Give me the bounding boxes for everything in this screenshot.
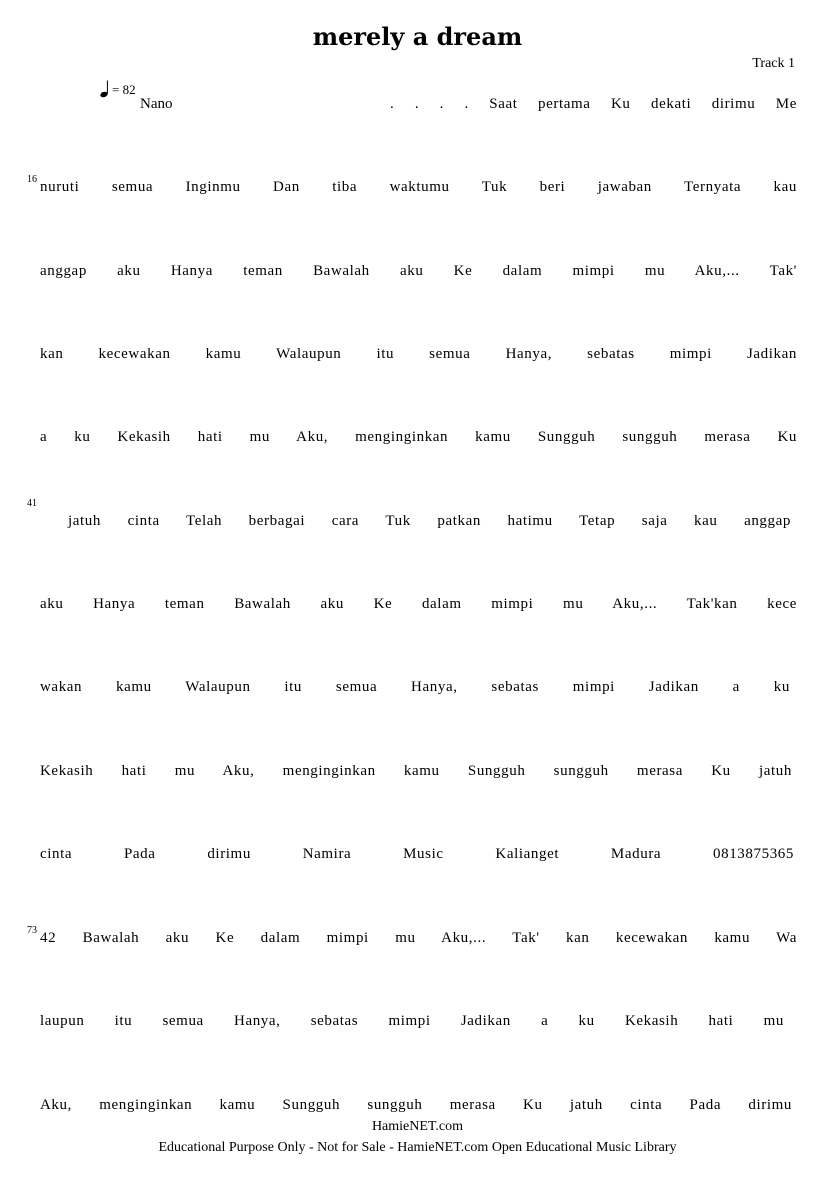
instrument-name: Nano <box>140 96 173 112</box>
measure-number: 41 <box>27 498 37 509</box>
tempo-marking <box>100 80 136 98</box>
lyric-line: laupun itu semua Hanya, sebatas mimpi Jadikan a ku Kekasih hati mu <box>40 1013 784 1029</box>
tempo-value: = 82 <box>112 82 136 97</box>
lyric-line: Aku, menginginkan kamu Sungguh sungguh merasa Ku jatuh cinta Pada dirimu <box>40 1097 792 1113</box>
lyric-line: aku Hanya teman Bawalah aku Ke dalam mimpi mu Aku,... Tak'kan kece <box>40 596 797 612</box>
lyric-line: anggap aku Hanya teman Bawalah aku Ke dalam mimpi mu Aku,... Tak' <box>40 263 797 279</box>
page-title: merely a dream <box>312 22 523 51</box>
lyric-line: kan kecewakan kamu Walaupun itu semua Hanya, sebatas mimpi Jadikan <box>40 346 797 362</box>
measure-number: 16 <box>27 174 37 185</box>
footer-notice: Educational Purpose Only - Not for Sale - HamieNET.com Open Educational Music Library <box>158 1140 677 1155</box>
lyric-line: cinta Pada dirimu Namira Music Kalianget Madura 0813875365 <box>40 846 794 862</box>
measure-number: 73 <box>27 925 37 936</box>
lyric-line: a ku Kekasih hati mu Aku, menginginkan kamu Sungguh sungguh merasa Ku <box>40 429 797 445</box>
footer-site: HamieNET.com <box>371 1119 464 1134</box>
track-label: Track 1 <box>752 56 795 71</box>
lyric-line: wakan kamu Walaupun itu semua Hanya, sebatas mimpi Jadikan a ku <box>40 679 790 695</box>
lyric-line: nuruti semua Inginmu Dan tiba waktumu Tuk beri jawaban Ternyata kau <box>40 179 797 195</box>
lyric-line: jatuh cinta Telah berbagai cara Tuk patkan hatimu Tetap saja kau anggap <box>68 513 791 529</box>
lyric-line: Kekasih hati mu Aku, menginginkan kamu Sungguh sungguh merasa Ku jatuh <box>40 763 792 779</box>
lyric-line: 42 Bawalah aku Ke dalam mimpi mu Aku,... Tak' kan kecewakan kamu Wa <box>40 930 797 946</box>
quarter-note-icon <box>100 80 110 98</box>
lyric-line: . . . . Saat pertama Ku dekati dirimu Me <box>390 96 797 112</box>
